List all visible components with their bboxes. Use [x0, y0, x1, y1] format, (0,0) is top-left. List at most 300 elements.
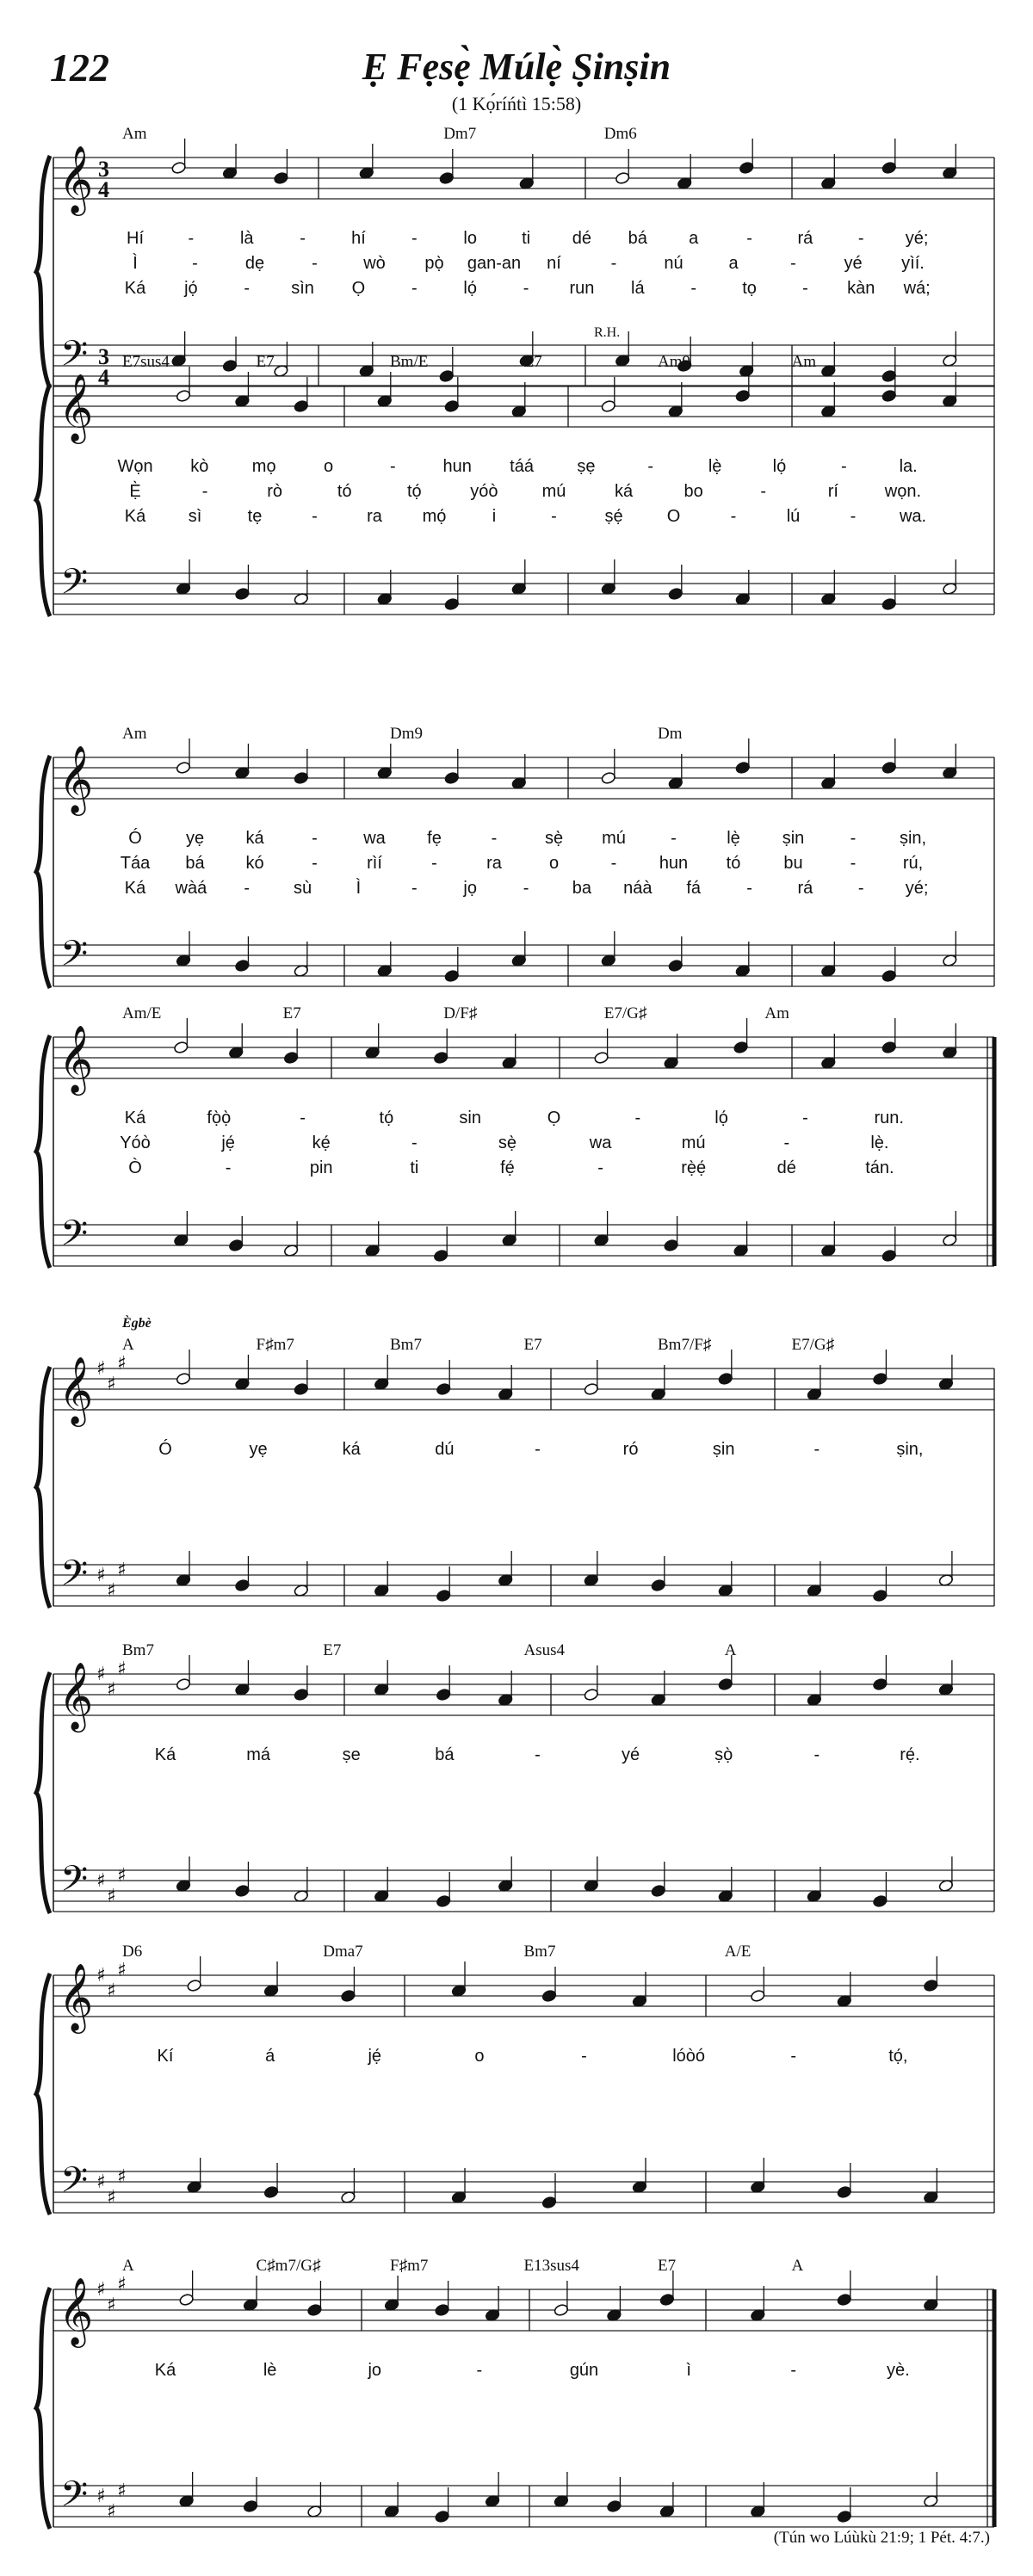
lyric-syllable: kàn: [847, 279, 875, 298]
lyric-syllable: i: [492, 507, 497, 526]
time-signature-bottom: 4: [98, 177, 109, 202]
lyric-syllable: yé;: [905, 879, 929, 898]
bass-clef: 𝄢: [60, 1213, 89, 1263]
lyric-syllable: náà: [623, 879, 653, 898]
lyric-syllable: Yóò: [120, 1134, 151, 1152]
note-head: [444, 969, 460, 982]
lyric-syllable: -: [491, 829, 498, 848]
lyric-syllable: Ọ: [547, 1109, 561, 1127]
lyric-syllable: -: [813, 1745, 820, 1764]
lyric-syllable: ká: [342, 1440, 361, 1459]
lyric-syllable: ra: [367, 507, 382, 526]
note-head: [881, 369, 897, 382]
note-head: [584, 1382, 599, 1395]
lyric-syllable: -: [192, 254, 198, 273]
lyric-syllable: sù: [294, 879, 312, 898]
note-head: [235, 1578, 251, 1591]
chord-symbol: E7/G♯: [791, 1336, 835, 1354]
lyric-syllable: ba: [572, 879, 592, 898]
hymn-number: 122: [50, 46, 109, 90]
chord-symbol: Am: [122, 125, 147, 143]
note-head: [243, 2499, 258, 2512]
note-head: [263, 2185, 279, 2198]
lyric-syllable: -: [597, 1158, 603, 1177]
key-sharp: ♯: [96, 1565, 106, 1586]
key-sharp: ♯: [117, 1659, 127, 1680]
key-sharp: ♯: [117, 2166, 127, 2188]
lyric-syllable: -: [523, 879, 529, 898]
chord-symbol: E7: [658, 2257, 677, 2275]
lyric-syllable: Hí: [127, 229, 144, 248]
bass-clef: 𝄢: [60, 1553, 89, 1603]
lyric-syllable: -: [535, 1745, 541, 1764]
key-sharp: ♯: [96, 1664, 106, 1685]
scripture-reference: (1 Kọ́ríńtì 15:58): [451, 93, 582, 114]
lyric-syllable: Ká: [154, 1745, 176, 1764]
key-sharp: ♯: [96, 1870, 106, 1892]
chord-symbol: D/F♯: [443, 1004, 478, 1022]
lyric-syllable: ṣẹ: [577, 457, 596, 476]
bass-clef: 𝄢: [60, 333, 89, 383]
system-1: [36, 125, 994, 390]
chord-symbol: A: [122, 2257, 134, 2275]
chord-symbol: E7/G♯: [603, 1004, 647, 1022]
note-head: [668, 959, 684, 972]
note-head: [718, 1372, 733, 1385]
lyric-syllable: -: [411, 1134, 418, 1152]
lyric-syllable: rá: [797, 879, 813, 898]
key-sharp: ♯: [107, 1580, 116, 1602]
lyric-syllable: -: [802, 1109, 808, 1127]
lyric-syllable: -: [523, 279, 529, 298]
chord-symbol: F♯m7: [390, 2257, 429, 2275]
chord-symbol: A/E: [724, 1943, 752, 1961]
note-head: [444, 399, 460, 412]
lyric-syllable: jẹ́: [368, 2047, 382, 2066]
lyric-syllable: wá;: [903, 279, 931, 298]
lyric-syllable: -: [802, 279, 808, 298]
chord-symbol: Am/E: [122, 1004, 162, 1022]
lyric-syllable: -: [390, 457, 396, 476]
lyric-syllable: tó: [726, 854, 741, 873]
lyric-syllable: ṣin,: [896, 1440, 924, 1459]
key-sharp: ♯: [117, 1560, 127, 1581]
lyric-syllable: -: [312, 854, 318, 873]
system-brace: [36, 756, 50, 988]
system-brace: [36, 1974, 50, 2215]
lyric-syllable: lo: [463, 229, 477, 248]
note-head: [923, 1979, 938, 1992]
note-head: [176, 389, 191, 402]
note-head: [436, 1894, 451, 1907]
note-head: [739, 161, 754, 174]
lyric-syllable: -: [850, 829, 857, 848]
treble-clef: 𝄞: [59, 745, 94, 813]
note-head: [837, 2185, 852, 2198]
lyric-syllable: -: [411, 229, 418, 248]
note-head: [294, 399, 309, 412]
lyric-syllable: yé: [844, 254, 863, 273]
lyric-syllable: -: [850, 507, 857, 526]
note-head: [444, 597, 460, 610]
chord-symbol: A: [122, 1336, 134, 1354]
lyric-syllable: ti: [522, 229, 531, 248]
note-head: [881, 1249, 897, 1262]
bass-clef: 𝄢: [60, 561, 89, 611]
lyric-syllable: rìí: [367, 854, 382, 873]
note-head: [176, 1677, 191, 1690]
lyric-syllable: -: [813, 1440, 820, 1459]
lyric-syllable: tán.: [865, 1158, 894, 1177]
hymn-title: Ẹ Fẹsẹ̀ Múlẹ̀ Ṣinṣin: [362, 46, 671, 88]
note-head: [307, 2303, 323, 2316]
lyric-syllable: a: [689, 229, 699, 248]
bass-clef: 𝄢: [60, 1858, 89, 1908]
system-brace: [36, 1672, 50, 1913]
lyric-syllable: O: [666, 507, 681, 526]
system-brace: [36, 1035, 50, 1268]
key-sharp: ♯: [96, 2486, 106, 2507]
key-sharp: ♯: [117, 1960, 127, 1981]
chord-symbol: E7: [523, 353, 542, 371]
lyric-syllable: sin: [459, 1109, 481, 1127]
note-head: [436, 1688, 451, 1701]
lyric-syllable: ṣọ̀: [714, 1745, 733, 1764]
note-head: [733, 1041, 749, 1053]
lyric-syllable: rú,: [902, 854, 924, 873]
chord-symbol: Bm/E: [390, 353, 429, 371]
lyric-syllable: Ká: [124, 279, 146, 298]
treble-clef: 𝄞: [59, 2277, 94, 2345]
note-head: [881, 161, 897, 174]
lyric-syllable: ṣin: [712, 1440, 735, 1459]
note-head: [584, 1688, 599, 1701]
treble-clef: 𝄞: [59, 1662, 94, 1730]
chord-symbol: E7: [282, 1004, 301, 1022]
lyric-syllable: -: [300, 229, 306, 248]
system-brace: [36, 156, 50, 388]
lyric-syllable: -: [610, 254, 617, 273]
time-signature-top: 3: [98, 344, 109, 369]
lyric-syllable: -: [188, 229, 195, 248]
note-head: [872, 1894, 888, 1907]
key-sharp: ♯: [107, 1679, 116, 1701]
lyric-syllable: kó: [245, 854, 264, 873]
chord-symbol: Dm7: [443, 125, 477, 143]
system-brace: [36, 1367, 50, 1608]
note-head: [235, 587, 251, 600]
lyric-syllable: -: [857, 229, 864, 248]
lyric-syllable: yìí.: [901, 254, 925, 273]
lyric-syllable: fẹ: [427, 829, 442, 848]
lyric-syllable: -: [201, 482, 208, 501]
note-head: [735, 389, 751, 402]
lyric-syllable: Ó: [158, 1440, 172, 1459]
key-sharp: ♯: [117, 2274, 127, 2295]
note-head: [444, 771, 460, 784]
lyric-syllable: lú: [786, 507, 801, 526]
lyric-syllable: la.: [899, 457, 918, 476]
note-head: [173, 1041, 189, 1053]
lyric-syllable: lè: [263, 2361, 277, 2380]
note-head: [187, 1979, 202, 1992]
lyric-syllable: rí: [827, 482, 838, 501]
note-head: [439, 171, 455, 184]
lyric-syllable: Wọn: [117, 457, 153, 476]
note-head: [664, 1239, 679, 1251]
lyric-syllable: lá: [631, 279, 645, 298]
lyric-syllable: yóò: [470, 482, 498, 501]
key-sharp: ♯: [107, 1886, 116, 1907]
lyric-syllable: dẹ: [244, 254, 265, 273]
key-sharp: ♯: [107, 2187, 116, 2208]
chord-symbol: Am9: [658, 353, 690, 371]
note-head: [222, 359, 238, 372]
note-head: [881, 969, 897, 982]
lyric-syllable: Ká: [124, 879, 146, 898]
lyric-syllable: -: [431, 854, 437, 873]
chord-symbol: D6: [122, 1943, 143, 1961]
lyric-syllable: jọ́: [184, 279, 198, 298]
chord-symbol: Dma7: [323, 1943, 363, 1961]
key-sharp: ♯: [107, 2501, 116, 2523]
time-signature-bottom: 4: [98, 365, 109, 390]
chord-symbol: C♯m7/G♯: [256, 2257, 321, 2275]
lyric-syllable: -: [746, 229, 752, 248]
lyric-syllable: lẹ̀: [708, 457, 722, 476]
lyric-syllable: ní: [547, 254, 561, 273]
lyric-syllable: yé;: [905, 229, 929, 248]
lyric-syllable: -: [790, 2047, 797, 2066]
chord-symbol: Bm7/F♯: [658, 1336, 712, 1354]
lyric-syllable: rẹ̀ẹ́: [681, 1158, 707, 1177]
note-head: [668, 587, 684, 600]
note-head: [176, 761, 191, 774]
lyric-syllable: -: [671, 829, 677, 848]
note-head: [881, 389, 897, 402]
note-head: [283, 1051, 299, 1064]
note-head: [436, 1589, 451, 1602]
note-head: [433, 1249, 448, 1262]
lyric-syllable: rò: [267, 482, 283, 501]
lyric-syllable: fọ̀ọ̀: [207, 1109, 232, 1127]
lyric-syllable: Ẹ̀: [129, 482, 141, 501]
lyric-syllable: jo: [368, 2361, 382, 2380]
system-8: [36, 2257, 994, 2529]
system-7: [36, 1943, 994, 2215]
chord-symbol: Asus4: [523, 1641, 566, 1659]
lyric-syllable: ti: [410, 1158, 419, 1177]
note-head: [872, 1372, 888, 1385]
lyric-syllable: -: [312, 254, 318, 273]
note-head: [606, 2499, 622, 2512]
note-head: [294, 771, 309, 784]
lyric-syllable: -: [783, 1134, 790, 1152]
lyric-syllable: pọ̀: [424, 254, 444, 273]
note-head: [837, 2293, 852, 2306]
chord-symbol: Am: [122, 725, 147, 743]
lyric-syllable: sìn: [291, 279, 314, 298]
chord-symbol: Bm7: [390, 1336, 422, 1354]
note-head: [872, 1589, 888, 1602]
system-4: [36, 1004, 994, 1268]
lyric-syllable: Ká: [124, 507, 146, 526]
chord-symbol: F♯m7: [256, 1336, 294, 1354]
note-head: [435, 2303, 450, 2316]
lyric-syllable: bá: [435, 1745, 455, 1764]
lyric-syllable: -: [535, 1440, 541, 1459]
note-head: [651, 1884, 666, 1897]
lyric-syllable: rá: [797, 229, 813, 248]
lyric-syllable: -: [647, 457, 654, 476]
note-head: [541, 2196, 557, 2208]
treble-clef: 𝄞: [59, 1025, 94, 1093]
lyric-syllable: yé: [621, 1745, 640, 1764]
lyric-syllable: -: [634, 1109, 641, 1127]
note-head: [541, 1989, 557, 2002]
lyric-syllable: mú: [681, 1134, 706, 1152]
system-6: [36, 1641, 994, 1913]
note-head: [594, 1051, 609, 1064]
key-sharp: ♯: [107, 1374, 116, 1395]
lyric-syllable: -: [411, 879, 418, 898]
treble-clef: 𝄞: [59, 145, 94, 213]
lyric-syllable: mọ́: [422, 507, 447, 526]
lyric-syllable: lọ́: [463, 279, 477, 298]
bass-clef: 𝄢: [60, 933, 89, 983]
note-head: [228, 1239, 244, 1251]
key-sharp: ♯: [107, 2295, 116, 2316]
lyric-syllable: ṣin,: [899, 829, 927, 848]
system-2: [36, 353, 994, 616]
lyric-syllable: Ò: [128, 1158, 142, 1177]
lyric-syllable: -: [790, 254, 796, 273]
lyric-syllable: jẹ́: [221, 1134, 235, 1152]
note-head: [601, 771, 616, 784]
lyric-syllable: ṣe: [342, 1745, 361, 1764]
lyric-syllable: -: [312, 507, 318, 526]
lyric-syllable: sì: [188, 507, 202, 526]
lyric-syllable: o: [548, 854, 560, 873]
note-head: [615, 171, 630, 184]
lyric-syllable: mú: [602, 829, 626, 848]
note-head: [435, 2510, 450, 2523]
lyric-syllable: o: [323, 457, 334, 476]
lyric-syllable: tẹ: [247, 507, 263, 526]
lyric-syllable: wa: [589, 1134, 612, 1152]
note-head: [433, 1051, 448, 1064]
key-sharp: ♯: [96, 1965, 106, 1986]
lyric-syllable: Ì: [356, 879, 362, 898]
system-3: [36, 725, 994, 988]
key-sharp: ♯: [107, 1980, 116, 2002]
lyric-syllable: wa: [363, 829, 386, 848]
lyric-syllable: á: [265, 2047, 275, 2066]
lyric-syllable: tọ́: [379, 1109, 394, 1127]
note-head: [171, 161, 187, 174]
lyric-syllable: -: [551, 507, 557, 526]
lyric-syllable: -: [411, 279, 418, 298]
note-head: [735, 761, 751, 774]
note-head: [554, 2303, 569, 2316]
lyric-syllable: -: [857, 879, 864, 898]
lyric-syllable: -: [610, 854, 617, 873]
note-head: [881, 761, 897, 774]
lyric-syllable: ká: [615, 482, 634, 501]
system-5: [36, 1314, 994, 1608]
chord-symbol: Dm6: [603, 125, 637, 143]
lyric-syllable: mọ: [251, 457, 276, 476]
lyric-syllable: -: [225, 1158, 232, 1177]
note-head: [235, 959, 251, 972]
chord-symbol: E7: [523, 1336, 542, 1354]
note-head: [294, 1688, 309, 1701]
lyric-syllable: ṣin: [782, 829, 805, 848]
system-brace: [36, 2288, 50, 2529]
lyric-syllable: yẹ: [249, 1440, 268, 1459]
note-head: [179, 2293, 195, 2306]
note-head: [718, 1677, 733, 1690]
lyric-syllable: fẹ́: [500, 1158, 515, 1177]
note-head: [235, 1884, 251, 1897]
note-head: [439, 369, 455, 382]
lyric-syllable: dé: [572, 229, 592, 248]
treble-clef: 𝄞: [59, 1963, 94, 2031]
lyric-syllable: ra: [486, 854, 502, 873]
lyric-syllable: wàá: [175, 879, 207, 898]
lyric-syllable: -: [244, 279, 251, 298]
annotation-label: R.H.: [594, 325, 621, 340]
lyric-syllable: ì: [686, 2361, 691, 2380]
lyric-syllable: lọ́: [772, 457, 787, 476]
lyric-syllable: lóòó: [672, 2047, 706, 2066]
lyric-syllable: a: [728, 254, 739, 273]
lyric-syllable: run.: [874, 1109, 904, 1127]
lyric-syllable: tọ́: [406, 482, 422, 501]
note-head: [651, 1578, 666, 1591]
note-head: [750, 1989, 765, 2002]
note-head: [274, 171, 289, 184]
bass-clef: 𝄢: [60, 2474, 89, 2523]
lyric-syllable: wa.: [899, 507, 927, 526]
lyric-syllable: tọ: [742, 279, 757, 298]
lyric-syllable: wò: [363, 254, 386, 273]
lyric-syllable: dé: [776, 1158, 796, 1177]
lyric-syllable: -: [690, 279, 697, 298]
lyric-syllable: -: [730, 507, 737, 526]
key-sharp: ♯: [117, 2480, 127, 2502]
lyric-syllable: -: [476, 2361, 483, 2380]
lyric-syllable: -: [760, 482, 767, 501]
lyric-syllable: Ó: [128, 829, 142, 848]
lyric-syllable: o: [474, 2047, 485, 2066]
lyric-syllable: lẹ̀.: [870, 1134, 889, 1152]
lyric-syllable: ká: [245, 829, 264, 848]
lyric-syllable: Ì: [133, 254, 138, 273]
annotation-label: Ègbè: [122, 1316, 152, 1331]
key-sharp: ♯: [96, 2279, 106, 2301]
key-sharp: ♯: [96, 1358, 106, 1380]
lyric-syllable: -: [840, 457, 847, 476]
note-head: [176, 1372, 191, 1385]
lyric-syllable: táá: [510, 457, 534, 476]
lyric-syllable: là: [239, 229, 254, 248]
treble-clef: 𝄞: [59, 374, 94, 442]
lyric-syllable: Ká: [154, 2361, 176, 2380]
note-head: [837, 2510, 852, 2523]
lyric-syllable: pin: [309, 1158, 333, 1177]
lyric-syllable: -: [746, 879, 752, 898]
